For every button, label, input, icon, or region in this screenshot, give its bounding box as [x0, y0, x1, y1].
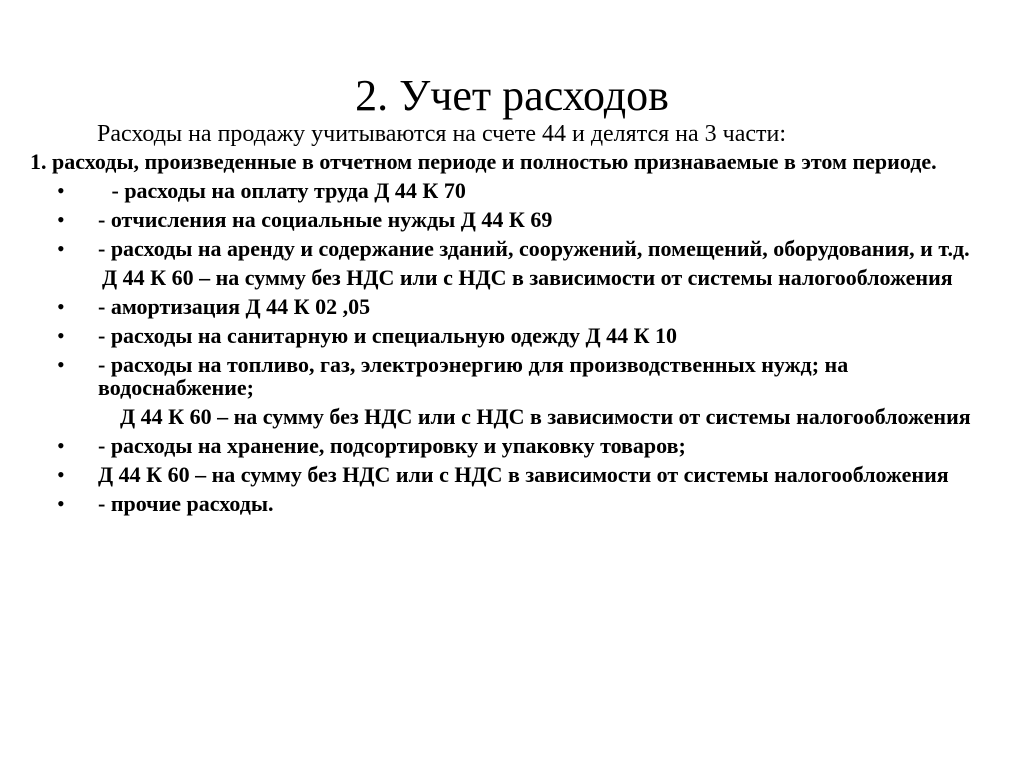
slide-title: 2. Учет расходов — [355, 71, 669, 120]
item-text: - прочие расходы. — [98, 491, 274, 516]
bullet-icon: • — [57, 491, 65, 516]
bullet-icon: • — [57, 178, 65, 203]
intro-text: Расходы на продажу учитываются на счете 44 и делятся на 3 части: — [97, 121, 787, 147]
bullet-icon: • — [57, 433, 65, 458]
item-text: - амортизация Д 44 К 02 ,05 — [98, 294, 371, 319]
list-item — [30, 492, 1000, 515]
content-list — [30, 150, 1000, 521]
list-item — [30, 463, 1000, 486]
list-item — [30, 295, 1000, 318]
posting-note — [30, 266, 1000, 289]
item-text: Д 44 К 60 – на сумму без НДС или с НДС в зависимости от системы налогообложения — [120, 404, 971, 429]
list-item — [30, 179, 1000, 202]
list-item — [30, 353, 1000, 399]
list-item — [30, 434, 1000, 457]
bullet-icon: • — [57, 462, 65, 487]
bullet-icon: • — [57, 207, 65, 232]
bullet-icon: • — [57, 236, 65, 261]
bullet-icon: • — [57, 323, 65, 348]
bullet-icon: • — [57, 352, 65, 377]
item-text: - отчисления на социальные нужды Д 44 К 69 — [98, 207, 553, 232]
item-text: - расходы на топливо, газ, электроэнергию для производственных нужд; на водоснабжение; — [98, 352, 849, 400]
item-text: - расходы на санитарную и специальную одежду Д 44 К 10 — [98, 323, 678, 348]
list-item — [30, 208, 1000, 231]
item-text: - расходы на оплату труда Д 44 К 70 — [106, 178, 466, 203]
bullet-icon: • — [57, 294, 65, 319]
numbered-item-1 — [30, 150, 1000, 173]
list-item — [30, 237, 1000, 260]
item-text: Д 44 К 60 – на сумму без НДС или с НДС в зависимости от системы налогообложения — [98, 462, 949, 487]
posting-note — [30, 405, 1000, 428]
item-text: Д 44 К 60 – на сумму без НДС или с НДС в зависимости от системы налогообложения — [102, 265, 953, 290]
list-item — [30, 324, 1000, 347]
item-text: - расходы на хранение, подсортировку и упаковку товаров; — [98, 433, 686, 458]
item-text: 1. расходы, произведенные в отчетном периоде и полностью признаваемые в этом периоде. — [30, 149, 937, 174]
item-text: - расходы на аренду и содержание зданий, сооружений, помещений, оборудования, и т.д. — [98, 236, 970, 261]
